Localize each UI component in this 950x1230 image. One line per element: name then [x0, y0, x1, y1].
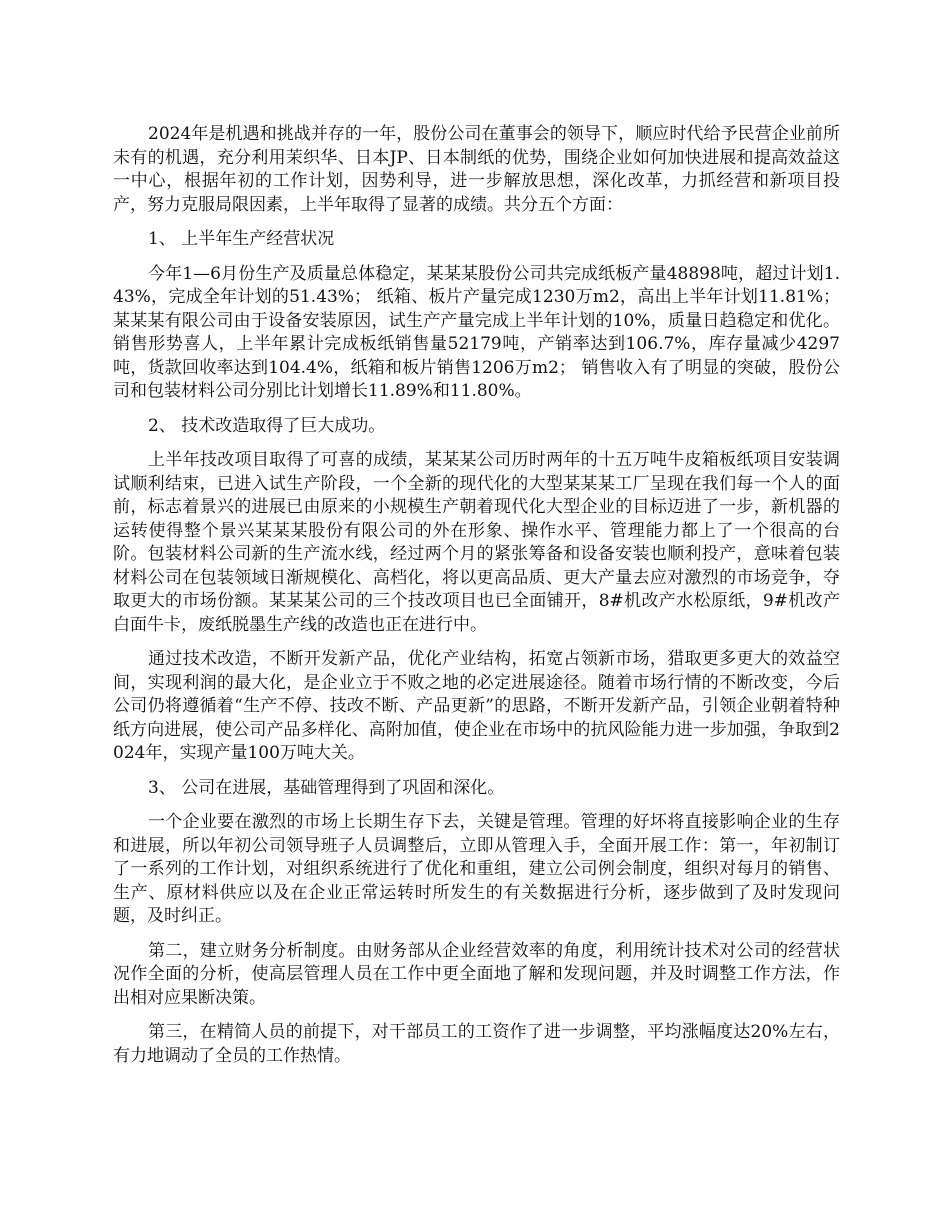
salary-paragraph: 第三，在精简人员的前提下，对干部员工的工资作了进一步调整，平均涨幅度达20%左右，有力地调动了全员的工作热情。	[113, 1022, 840, 1066]
production-paragraph: 今年1—6月份生产及质量总体稳定，某某某股份公司共完成纸板产量48898吨，超过计划1.43%，完成全年计划的51.43%； 纸箱、板片产量完成1230万m2，高出上半年计划11.81%； 某某某有限公司由于设备安装原因，试生产产量完成上半年计划的10%，质量日趋稳定和优化。销售形势喜人，上半年累计完成板纸销售量52179吨，产销率达到106.7%，库存量减少4297吨，货款回收率达到104.4%，纸箱和板片销售1206万m2； 销售收入有了明显的突破，股份公司和包装材料公司分别比计划增长11.89%和11.80%。	[113, 263, 840, 401]
section-heading-2: 2、 技术改造取得了巨大成功。	[148, 415, 386, 436]
tech-paragraph: 上半年技改项目取得了可喜的成绩，某某某公司历时两年的十五万吨牛皮箱板纸项目安装调试顺利结束，已进入试生产阶段，一个全新的现代化的大型某某某工厂呈现在我们每一个人的面前，标志着景兴的进展已由原来的小规模生产朝着现代化大型企业的目标迈进了一步，新机器的运转使得整个景兴某某某股份有限公司的外在形象、操作水平、管理能力都上了一个很高的台阶。包装材料公司新的生产流水线，经过两个月的紧张筹备和设备安装也顺利投产，意味着包装材料公司在包装领域日渐规模化、高档化，将以更高品质、更大产量去应对激烈的市场竞争，夺取更大的市场份额。某某某公司的三个技改项目也已全面铺开，8#机改产水松原纸，9#机改产白面牛卡，废纸脱墨生产线的改造也正在进行中。	[113, 450, 840, 635]
management-paragraph: 一个企业要在激烈的市场上长期生存下去，关键是管理。管理的好坏将直接影响企业的生存和进展，所以年初公司领导班子人员调整后，立即从管理入手，全面开展工作：第一，年初制订了一系列的工作计划，对组织系统进行了优化和重组，建立公司例会制度，组织对每月的销售、生产、原材料供应以及在企业正常运转时所发生的有关数据进行分析，逐步做到了及时发现问题，及时纠正。	[113, 812, 840, 926]
document-body	[113, 123, 840, 1079]
intro-paragraph: 2024年是机遇和挑战并存的一年，股份公司在董事会的领导下，顺应时代给予民营企业前所未有的机遇，充分利用茉织华、日本JP、日本制纸的优势，围绕企业如何加快进展和提高效益这一中心，根据年初的工作计划，因势利导，进一步解放思想，深化改革，力抓经营和新项目投产，努力克服局限因素，上半年取得了显著的成绩。共分五个方面：	[113, 124, 840, 215]
tech-strategy-paragraph: 通过技术改造，不断开发新产品，优化产业结构，拓宽占领新市场，猎取更多更大的效益空间，实现利润的最大化，是企业立于不败之地的必定进展途径。随着市场行情的不断改变，今后公司仍将遵循着“生产不停、技改不断、产品更新”的思路，不断开发新产品，引领企业朝着特种纸方向进展，使公司产品多样化、高附加值，使企业在市场中的抗风险能力进一步加强，争取到2024年，实现产量100万吨大关。	[113, 649, 840, 763]
finance-paragraph: 第二，建立财务分析制度。由财务部从企业经营效率的角度，利用统计技术对公司的经营状况作全面的分析，使高层管理人员在工作中更全面地了解和发现问题，并及时调整工作方法，作出相对应果断决策。	[113, 940, 840, 1008]
section-heading-1: 1、 上半年生产经营状况	[148, 229, 335, 249]
section-heading-3: 3、 公司在进展，基础管理得到了巩固和深化。	[148, 777, 505, 798]
